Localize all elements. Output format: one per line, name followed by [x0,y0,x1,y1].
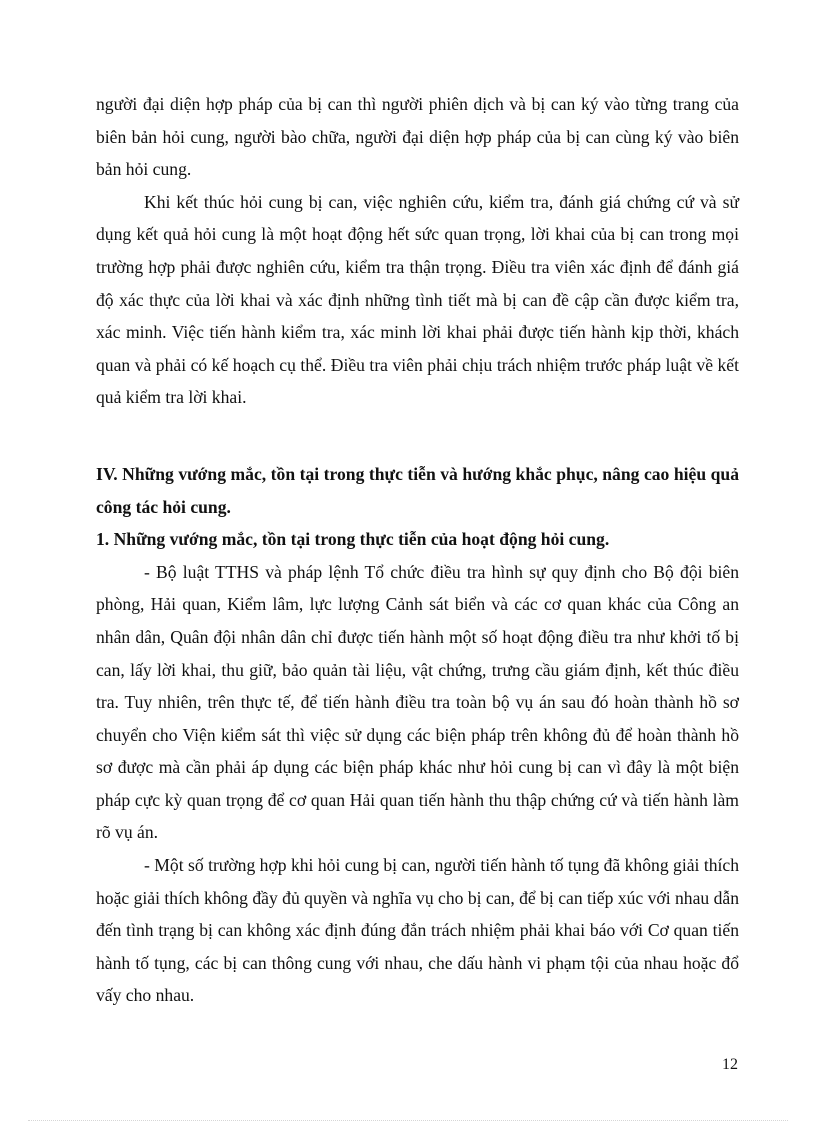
paragraph-continuation: người đại diện hợp pháp của bị can thì người phiên dịch và bị can ký vào từng trang của biên bản hỏi cung, người bào chữa, người đại diện hợp pháp của bị can cùng ký vào biên bản hỏi cung. [96,94,739,180]
section-heading: IV. Những vướng mắc, tồn tại trong thực tiễn và hướng khắc phục, nâng cao hiệu quả công tác hỏi cung. [96,463,739,517]
section-gap [96,414,739,458]
page-body [96,88,739,1012]
paragraph-interrogation-issues: - Một số trường hợp khi hỏi cung bị can, người tiến hành tố tụng đã không giải thích hoặc giải thích không đầy đủ quyền và nghĩa vụ cho bị can, để bị can tiếp xúc với nhau dẫn đến tình trạng bị can không xác định đúng đắn trách nhiệm phải khai báo với Cơ quan tiến hành tố tụng, các bị can thông cung với nhau, che dấu hành vi phạm tội của nhau hoặc đổ vấy cho nhau. [96,855,739,1006]
paragraph-evaluation: Khi kết thúc hỏi cung bị can, việc nghiên cứu, kiểm tra, đánh giá chứng cứ và sử dụng kết quả hỏi cung là một hoạt động hết sức quan trọng, lời khai của bị can trong mọi trường hợp phải được nghiên cứu, kiểm tra thận trọng. Điều tra viên xác định để đánh giá độ xác thực của lời khai và xác định những tình tiết mà bị can đề cập cần được kiểm tra, xác minh. Việc tiến hành kiểm tra, xác minh lời khai phải được tiến hành kịp thời, khách quan và phải có kế hoạch cụ thể. Điều tra viên phải chịu trách nhiệm trước pháp luật về kết quả kiểm tra lời khai. [96,191,739,408]
paragraph-legal-provisions: - Bộ luật TTHS và pháp lệnh Tổ chức điều tra hình sự quy định cho Bộ đội biên phòng, Hải quan, Kiểm lâm, lực lượng Cảnh sát biển và các cơ quan khác của Công an nhân dân, Quân đội nhân dân chỉ được tiến hành một số hoạt động điều tra như khởi tố bị can, lấy lời khai, thu giữ, bảo quản tài liệu, vật chứng, trưng cầu giám định, kết thúc điều tra. Tuy nhiên, trên thực tế, để tiến hành điều tra toàn bộ vụ án sau đó hoàn thành hồ sơ chuyển cho Viện kiểm sát thì việc sử dụng các biện pháp trên không đủ để hoàn thành hồ sơ được mà cần phải áp dụng các biện pháp khác như hỏi cung bị can vì đây là một biện pháp cực kỳ quan trọng để cơ quan Hải quan tiến hành thu thập chứng cứ và tiến hành làm rõ vụ án. [96,561,739,843]
page-number: 12 [722,1056,738,1073]
footer-divider [28,1120,788,1121]
subsection-heading: 1. Những vướng mắc, tồn tại trong thực tiễn của hoạt động hỏi cung. [96,529,610,550]
